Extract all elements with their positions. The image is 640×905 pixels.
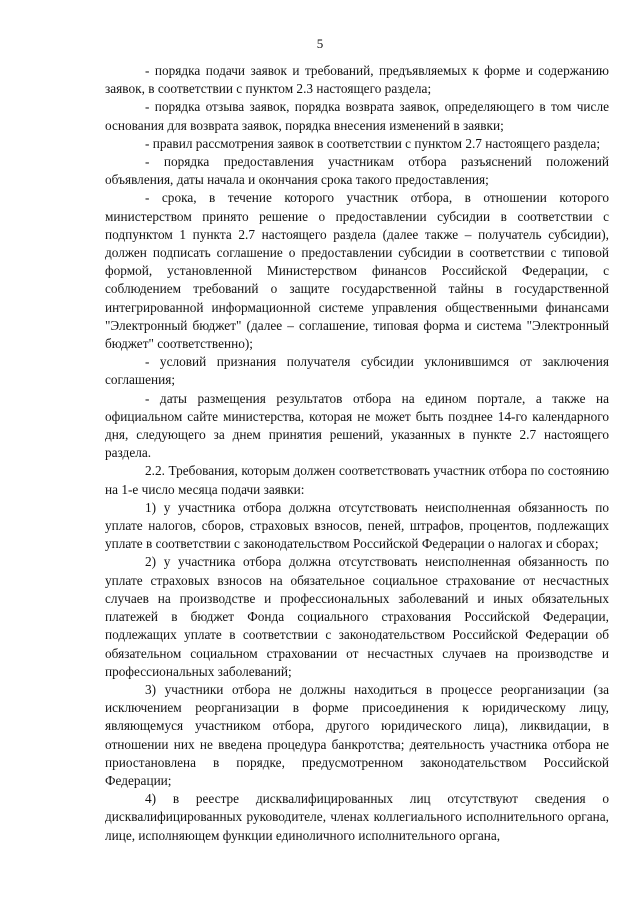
paragraph-requirement-4: 4) в реестре дисквалифицированных лиц отсутствуют сведения о дисквалифицированных руководителе, членах коллегиального исполнительного органа, лице, исполняющем функции единоличного исполнительного органа, (105, 791, 609, 843)
paragraph-evasion-conditions: - условий признания получателя субсидии уклонившимся от заключения соглашения; (105, 354, 609, 388)
paragraph-requirement-1: 1) у участника отбора должна отсутствовать неисполненная обязанность по уплате налогов, сборов, страховых взносов, пеней, штрафов, процентов, подлежащих уплате в соответствии с законодательством Российской Федерации о налогах и сборах; (105, 499, 609, 552)
paragraph-agreement-deadline: - срока, в течение которого участник отбора, в отношении которого министерством принято решение о предоставлении субсидии в соответствии с подпунктом 1 пункта 2.7 настоящего раздела (далее также – получатель субсидии), должен подписать соглашение о предоставлении субсидии в соответствии с типовой формой, установленной Министерством финансов Российской Федерации, с соблюдением требований о защите государственной тайны в государственной интегрированной информационной системе управления общественными финансами "Электронный бюджет" (далее – соглашение, типовая форма и система "Электронный бюджет" соответственно); (105, 190, 609, 352)
paragraph-review-rules: - правил рассмотрения заявок в соответствии с пунктом 2.7 настоящего раздела; (145, 135, 601, 151)
paragraph-clarifications: - порядка предоставления участникам отбора разъяснений положений объявления, даты начала и окончания срока такого предоставления; (105, 154, 609, 188)
paragraph-requirement-2: 2) у участника отбора должна отсутствовать неисполненная обязанность по уплате страховых взносов на обязательное социальное страхование от несчастных случаев на производстве и профессиональных заболеваний и иных обязательных платежей в бюджет Фонда социального страхования Российской Федерации, подлежащих уплате в соответствии с законодательством Российской Федерации об обязательном социальном страховании от несчастных случаев на производстве и профессиональных заболеваний; (105, 554, 609, 679)
document-body (105, 62, 609, 845)
page-number: 5 (316, 36, 324, 51)
paragraph-order-of-withdrawal: - порядка отзыва заявок, порядка возврата заявок, определяющего в том числе основания для возврата заявок, порядка внесения изменений в заявки; (105, 99, 609, 133)
paragraph-section-2-2: 2.2. Требования, которым должен соответствовать участник отбора по состоянию на 1-е число месяца подачи заявки: (105, 463, 609, 497)
paragraph-requirement-3: 3) участники отбора не должны находиться в процессе реорганизации (за исключением реорганизации в форме присоединения к юридическому лицу, являющемуся участником отбора, другого юридического лица), ликвидации, в отношении них не введена процедура банкротства; деятельность участника отбора не приостановлена в порядке, предусмотренном законодательством Российской Федерации; (105, 681, 609, 788)
paragraph-results-publication: - даты размещения результатов отбора на едином портале, а также на официальном сайте министерства, которая не может быть позднее 14-го календарного дня, следующего за днем принятия решений, указанных в пункте 2.7 настоящего раздела. (105, 390, 609, 461)
paragraph-order-of-submission: - порядка подачи заявок и требований, предъявляемых к форме и содержанию заявок, в соответствии с пунктом 2.3 настоящего раздела; (105, 63, 609, 97)
